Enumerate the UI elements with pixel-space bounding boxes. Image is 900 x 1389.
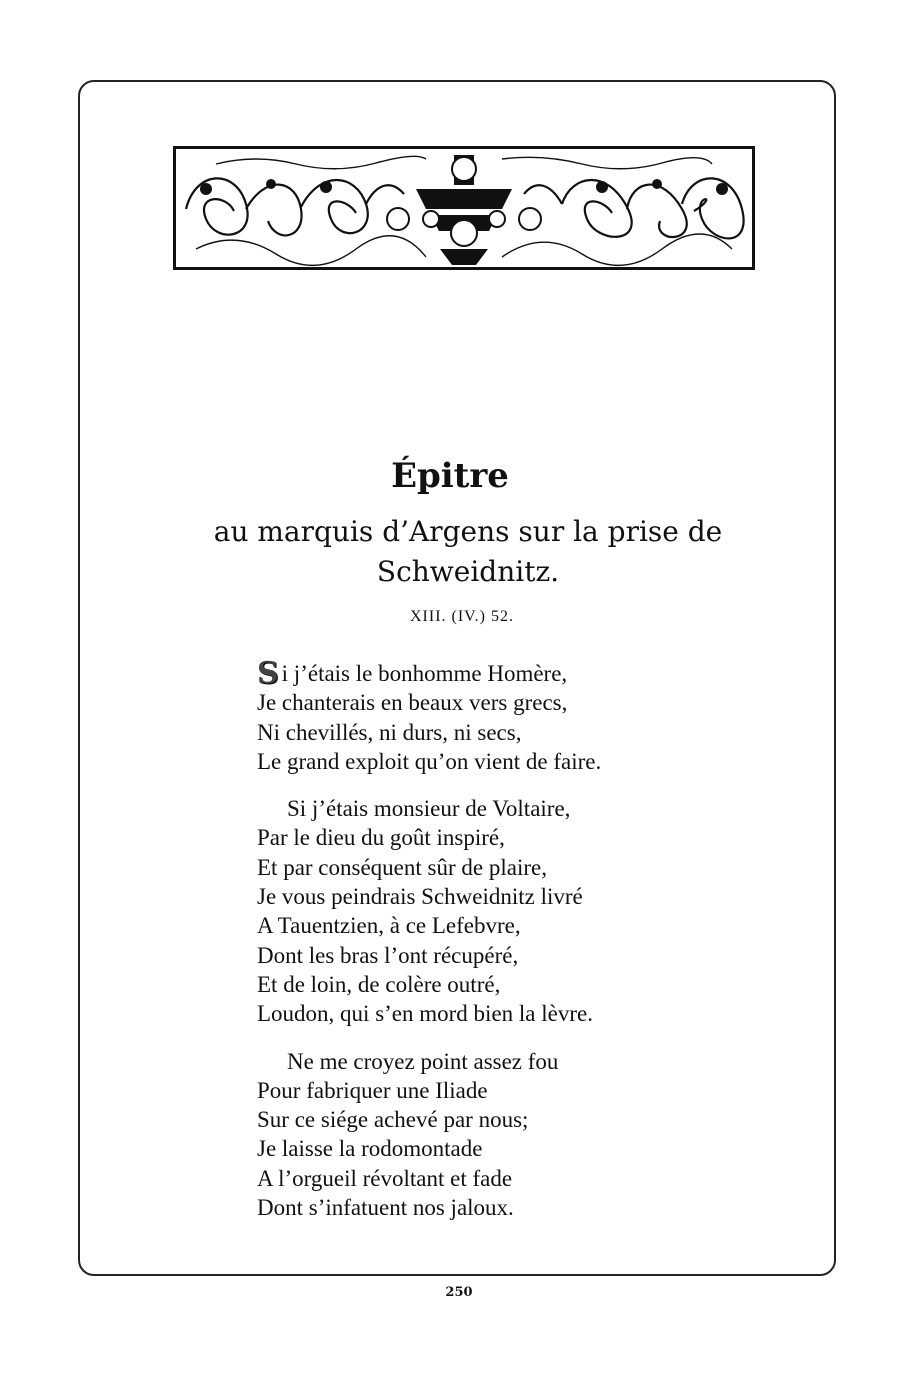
poem-line: Pour fabriquer une Iliade xyxy=(257,1077,488,1103)
poem-line: Si j’étais monsieur de Voltaire, xyxy=(287,796,571,822)
poem-line: Je vous peindrais Schweidnitz livré xyxy=(257,884,583,910)
drop-cap: S xyxy=(257,656,279,691)
poem-line: Et par conséquent sûr de plaire, xyxy=(257,854,547,880)
subtitle-line-2: Schweidnitz. xyxy=(376,555,560,588)
poem-line-text: i j’étais le bonhomme Homère, xyxy=(281,661,568,686)
poem-body xyxy=(257,656,737,1240)
poem-subtitle xyxy=(160,512,776,592)
poem-line: Ni chevillés, ni durs, ni secs, xyxy=(257,719,522,745)
poem-line: Par le dieu du goût inspiré, xyxy=(257,825,505,851)
stanza-1 xyxy=(257,656,737,776)
poem-line: Et de loin, de colère outré, xyxy=(257,971,501,997)
stanza-2 xyxy=(257,794,737,1028)
subtitle-line-1: au marquis d’Argens sur la prise de xyxy=(213,515,723,548)
ornament-illustration xyxy=(176,149,752,267)
poem-line: A l’orgueil révoltant et fade xyxy=(257,1165,513,1191)
poem-line: Loudon, qui s’en mord bien la lèvre. xyxy=(257,1001,593,1027)
poem-line: Sur ce siége achevé par nous; xyxy=(257,1107,529,1133)
poem-line: A Tauentzien, à ce Lefebvre, xyxy=(257,913,521,939)
poem-line: Je chanterais en beaux vers grecs, xyxy=(257,690,568,716)
poem-line xyxy=(257,656,737,691)
poem-line: Ne me croyez point assez fou xyxy=(287,1048,559,1074)
volume-reference: XIII. (IV.) 52. xyxy=(409,608,514,625)
poem-line: Je laisse la rodomontade xyxy=(257,1136,483,1162)
poem-line: Le grand exploit qu’on vient de faire. xyxy=(257,748,602,774)
poem-title: Épitre xyxy=(391,456,509,496)
stanza-3 xyxy=(257,1047,737,1223)
poem-line: Dont les bras l’ont récupéré, xyxy=(257,942,519,968)
poem-line: Dont s’infatuent nos jaloux. xyxy=(257,1195,514,1221)
ornamental-header-band xyxy=(173,146,755,270)
page-number: 250 xyxy=(445,1285,473,1300)
